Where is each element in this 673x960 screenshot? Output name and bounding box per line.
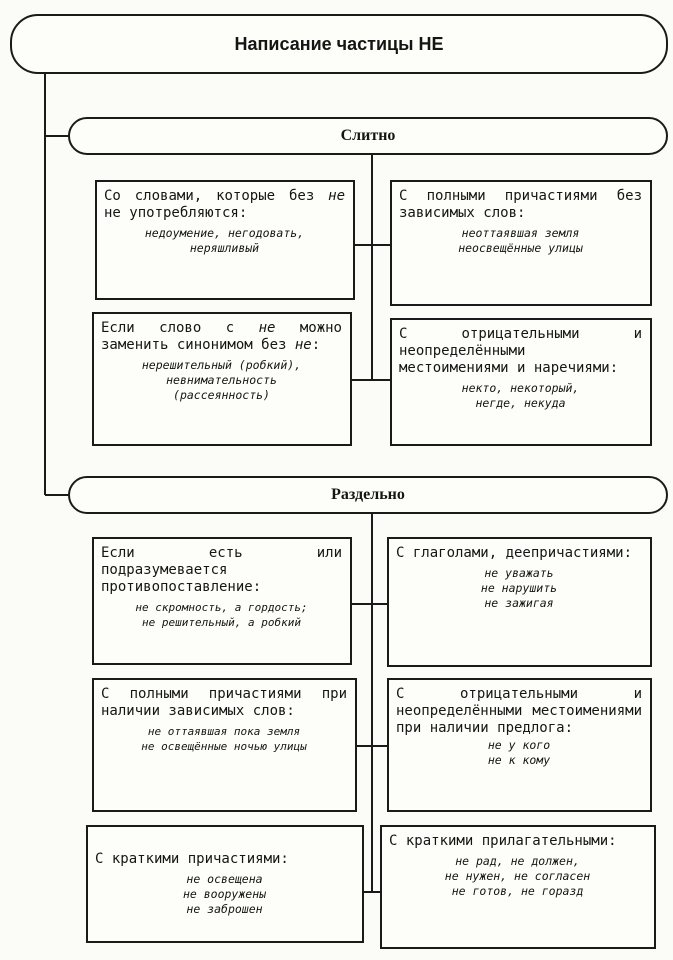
rule-examples: не скромность, а гордость; не решительный, а робкий bbox=[135, 601, 308, 629]
rule-examples: не освещена не вооружены не заброшен bbox=[182, 872, 267, 916]
rule-examples: не у кого не к кому bbox=[487, 738, 551, 767]
rule-examples: не рад, не должен, не нужен, не согласен не готов, не горазд bbox=[444, 854, 591, 898]
rule-box-slitno-1 bbox=[95, 180, 355, 300]
rule-box-slitno-2 bbox=[390, 180, 652, 306]
rule-box-razdelno-6 bbox=[380, 825, 656, 949]
rule-box-slitno-4 bbox=[390, 318, 652, 446]
section-slitno-header: Слитно bbox=[68, 117, 668, 155]
rule-examples: нерешительный (робкий), невнимательность (рассеянность) bbox=[141, 358, 302, 402]
section-razdelno-header: Раздельно bbox=[68, 476, 668, 514]
page-title: Написание частицы НЕ bbox=[10, 14, 668, 74]
rule-box-razdelno-1 bbox=[92, 537, 352, 665]
rule-box-razdelno-4 bbox=[387, 678, 652, 812]
rule-box-razdelno-5 bbox=[86, 825, 364, 943]
rule-text: С краткими прилагательными: bbox=[389, 833, 617, 849]
rule-examples: не уважать не нарушить не зажигая bbox=[480, 566, 558, 610]
rule-examples: неоттаявшая земля неосвещённые улицы bbox=[458, 226, 583, 255]
rule-text: С краткими причастиями: bbox=[95, 851, 289, 867]
rule-examples: недоумение, негодовать, неряшливый bbox=[144, 226, 305, 255]
rule-text: С полными причастиями при наличии зависимых слов: bbox=[101, 686, 347, 719]
rule-examples: некто, некоторый, негде, некуда bbox=[461, 381, 580, 410]
rule-box-razdelno-3 bbox=[92, 678, 357, 812]
rule-box-slitno-3 bbox=[92, 312, 352, 446]
rule-text: Если есть или подразумевается противопоставление: bbox=[101, 545, 342, 595]
rule-text: С отрицательными и неопределёнными местоимениями и наречиями: bbox=[399, 326, 642, 376]
rule-text: С глаголами, деепричастиями: bbox=[396, 545, 633, 561]
rule-examples: не оттаявшая пока земля не освещённые ночью улицы bbox=[141, 725, 307, 753]
rule-text: С отрицательными и неопределёнными местоимениями при наличии предлога: bbox=[396, 686, 642, 736]
rule-box-razdelno-2 bbox=[387, 537, 652, 667]
rule-text: Со словами, которые без не не употребляются: bbox=[104, 188, 345, 221]
rule-text: Если слово с не можно заменить синонимом без не: bbox=[101, 320, 342, 353]
rule-text: С полными причастиями без зависимых слов: bbox=[399, 188, 642, 221]
